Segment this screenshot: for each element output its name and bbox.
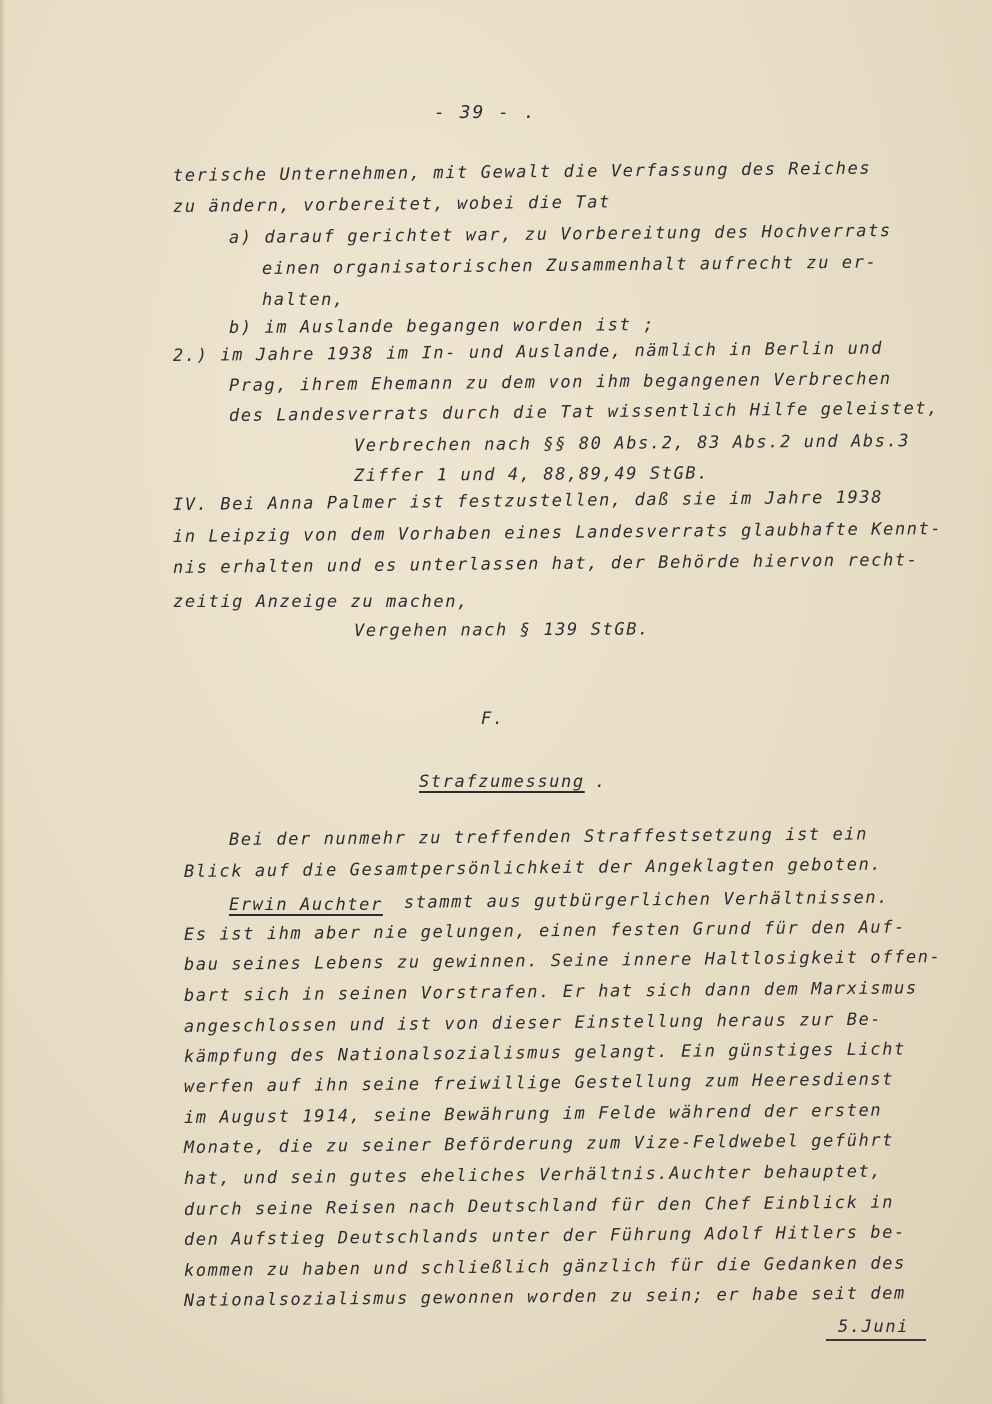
catchword-underline xyxy=(826,1339,926,1341)
text-line: im August 1914, seine Bewährung im Felde während der ersten xyxy=(183,1100,883,1128)
text-line: Nationalsozialismus gewonnen worden zu sein; er habe seit dem xyxy=(183,1283,907,1311)
text-line: hat, und sein gutes eheliches Verhältnis.Auchter behauptet, xyxy=(183,1161,883,1189)
text-line: Bei der nunmehr zu treffenden Straffestsetzung ist ein xyxy=(228,824,869,850)
section-heading-period: . xyxy=(595,772,607,792)
text-line: Ziffer 1 und 4, 88,89,49 StGB. xyxy=(353,463,710,486)
text-line: Verbrechen nach §§ 80 Abs.2, 83 Abs.2 und Abs.3 xyxy=(353,431,911,456)
text-line: Es ist ihm aber nie gelungen, einen festen Grund für den Auf- xyxy=(183,917,907,945)
text-line: Vergehen nach § 139 StGB. xyxy=(353,619,650,641)
text-line: nis erhalten und es unterlassen hat, der Behörde hiervon recht- xyxy=(172,550,919,578)
text-line: bau seines Lebens zu gewinnen. Seine innere Haltlosigkeit offen- xyxy=(183,947,942,975)
text-line: zeitig Anzeige zu machen, xyxy=(173,592,469,612)
page-edge-shadow xyxy=(0,0,6,1404)
text-line: b) im Auslande begangen worden ist ; xyxy=(228,315,656,338)
text-line: terische Unternehmen, mit Gewalt die Verfassung des Reiches xyxy=(172,158,872,186)
section-heading: Strafzumessung xyxy=(419,772,585,792)
text-line: des Landesverrats durch die Tat wissentlich Hilfe geleistet, xyxy=(228,398,940,426)
section-letter: F. xyxy=(481,709,505,729)
text-line: werfen auf ihn seine freiwillige Gestellung zum Heeresdienst xyxy=(183,1069,895,1097)
text-line: kommen zu haben und schließlich gänzlich für die Gedanken des xyxy=(183,1253,907,1281)
text-line: bart sich in seinen Vorstrafen. Er hat sich dann dem Marxismus xyxy=(183,978,918,1006)
text-line: stammt aus gutbürgerlichen Verhältnissen. xyxy=(391,887,890,913)
defendant-name: Erwin Auchter xyxy=(229,895,383,915)
text-line: 2.) im Jahre 1938 im In- und Auslande, nämlich in Berlin und xyxy=(172,338,884,366)
text-line: Blick auf die Gesamtpersönlichkeit der Angeklagten geboten. xyxy=(183,854,883,882)
text-line: zu ändern, vorbereitet, wobei die Tat xyxy=(172,192,611,217)
catchword: 5.Juni xyxy=(838,1317,910,1337)
text-line: kämpfung des Nationalsozialismus gelangt. Ein günstiges Licht xyxy=(183,1039,907,1067)
text-line: a) darauf gerichtet war, zu Vorbereitung des Hochverrats xyxy=(228,221,892,248)
text-line: IV. Bei Anna Palmer ist festzustellen, daß sie im Jahre 1938 xyxy=(172,487,884,515)
text-line: angeschlossen und ist von dieser Einstellung heraus zur Be- xyxy=(183,1009,883,1037)
text-line: einen organisatorischen Zusammenhalt aufrecht zu er- xyxy=(261,252,878,279)
text-line: halten, xyxy=(262,290,345,310)
text-line: durch seine Reisen nach Deutschland für den Chef Einblick in xyxy=(183,1192,895,1220)
text-line: Prag, ihrem Ehemann zu dem von ihm begangenen Verbrechen xyxy=(228,369,892,396)
page-number: - 39 - . xyxy=(434,102,537,123)
text-line: Monate, die zu seiner Beförderung zum Vize-Feldwebel geführt xyxy=(183,1130,895,1158)
text-line: den Aufstieg Deutschlands unter der Führung Adolf Hitlers be- xyxy=(183,1222,907,1250)
text-line: in Leipzig von dem Vorhaben eines Landesverrats glaubhafte Kennt- xyxy=(172,518,943,547)
